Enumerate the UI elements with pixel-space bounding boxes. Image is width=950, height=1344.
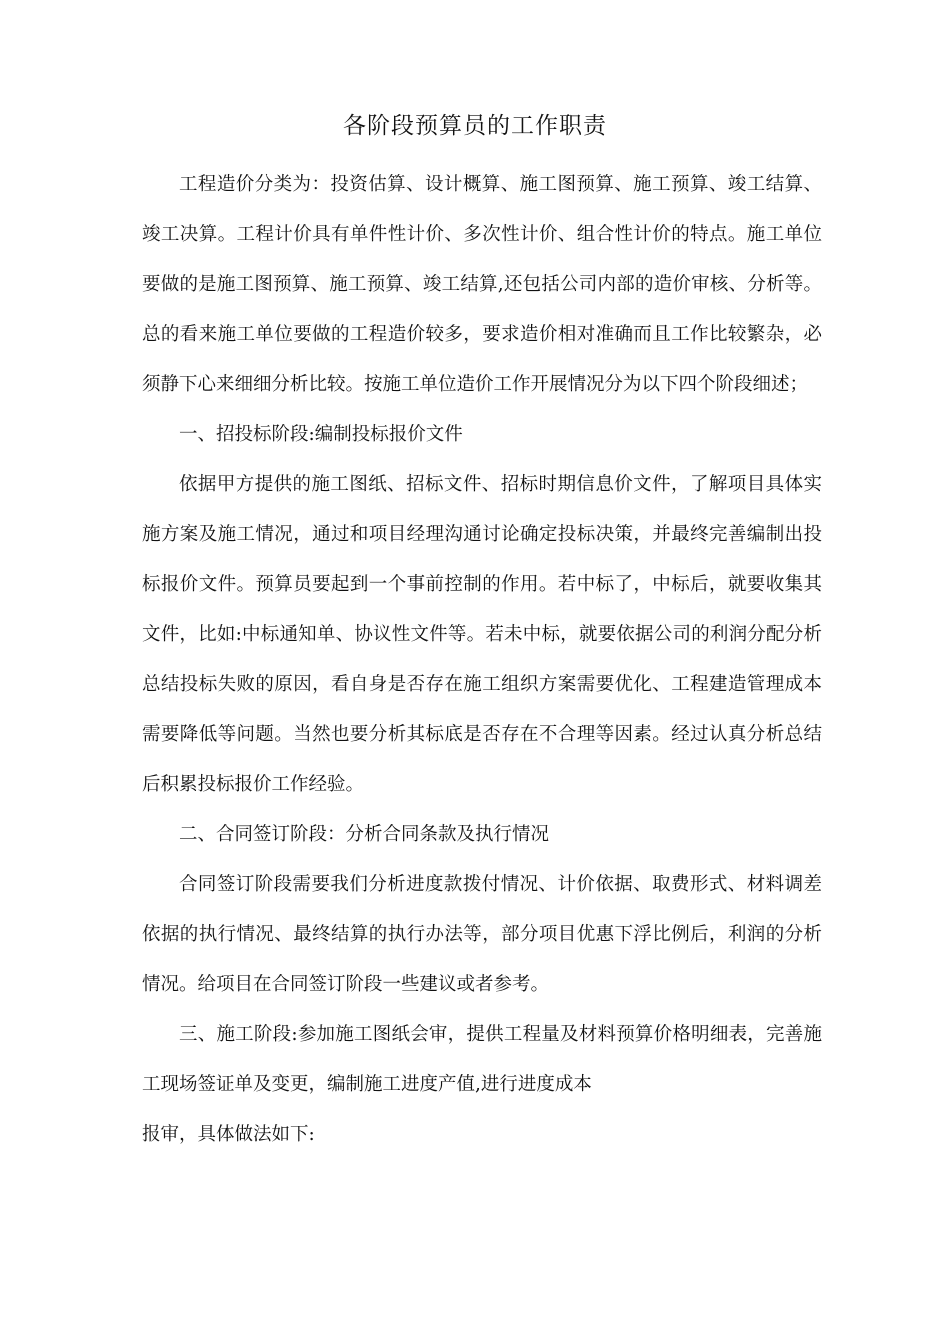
- document-body: [142, 160, 822, 1160]
- intro-paragraph: 工程造价分类为：投资估算、设计概算、施工图预算、施工预算、竣工结算、竣工决算。工程计价具有单件性计价、多次性计价、组合性计价的特点。施工单位要做的是施工图预算、施工预算、竣工结算,还包括公司内部的造价审核、分析等。总的看来施工单位要做的工程造价较多，要求造价相对准确而且工作比较繁杂，必须静下心来细细分析比较。按施工单位造价工作开展情况分为以下四个阶段细述；: [142, 174, 822, 395]
- section-heading-construction: 三、施工阶段:参加施工图纸会审，提供工程量及材料预算价格明细表，完善施工现场签证单及变更，编制施工进度产值,进行进度成本: [142, 1024, 822, 1095]
- bidding-paragraph: 依据甲方提供的施工图纸、招标文件、招标时期信息价文件，了解项目具体实施方案及施工情况，通过和项目经理沟通讨论确定投标决策，并最终完善编制出投标报价文件。预算员要起到一个事前控制的作用。若中标了，中标后，就要收集其文件，比如:中标通知单、协议性文件等。若未中标，就要依据公司的利润分配分析总结投标失败的原因，看自身是否存在施工组织方案需要优化、工程建造管理成本需要降低等问题。当然也要分析其标底是否存在不合理等因素。经过认真分析总结后积累投标报价工作经验。: [142, 474, 822, 795]
- section-heading-contract: 二、合同签订阶段：分析合同条款及执行情况: [179, 824, 550, 845]
- section-heading-bidding: 一、招投标阶段:编制投标报价文件: [179, 424, 463, 445]
- document-title: 各阶段预算员的工作职责: [343, 113, 607, 139]
- contract-paragraph: 合同签订阶段需要我们分析进度款拨付情况、计价依据、取费形式、材料调差依据的执行情况、最终结算的执行办法等，部分项目优惠下浮比例后，利润的分析情况。给项目在合同签订阶段一些建议或者参考。: [142, 874, 822, 995]
- construction-continuation-line: 报审，具体做法如下:: [142, 1124, 315, 1145]
